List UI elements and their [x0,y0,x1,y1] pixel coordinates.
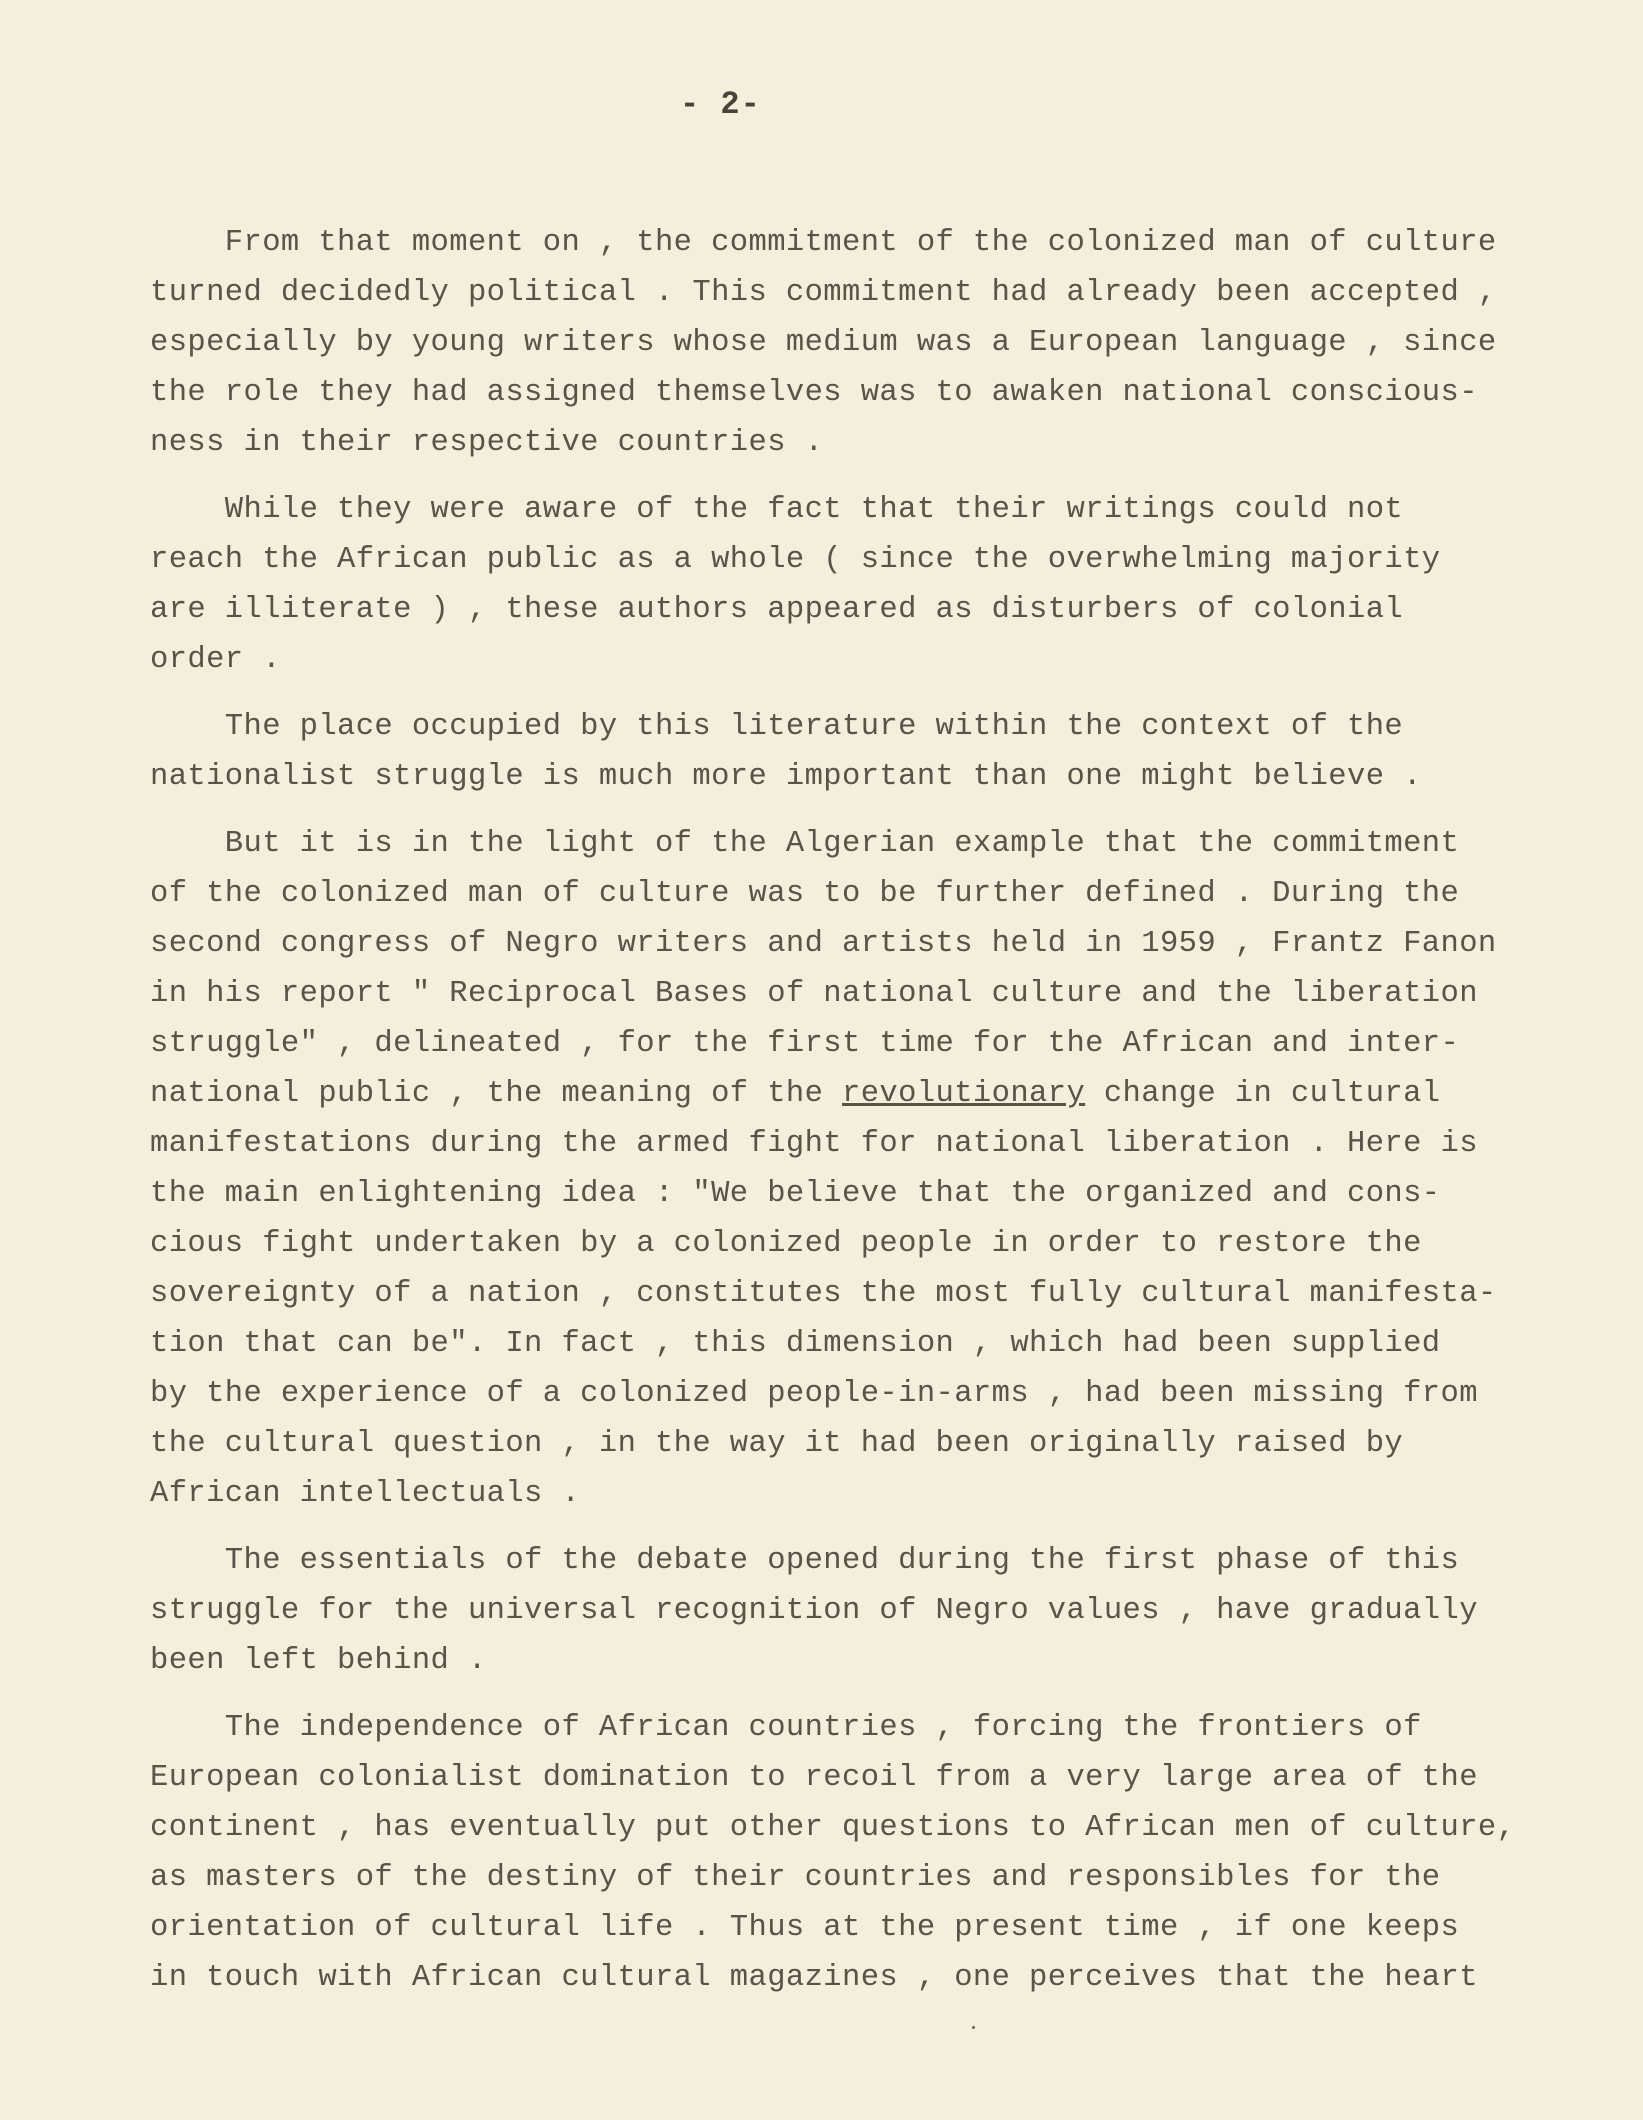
paragraph-african-public [150,485,1640,685]
text-line: as masters of the destiny of their countries and responsibles for the [150,1861,1441,1895]
text-line: struggle" , delineated , for the first time for the African and inter- [150,1027,1460,1061]
text-line: African intellectuals . [150,1477,581,1511]
paragraph-literature-place [150,702,1640,802]
text-line: European colonialist domination to recoil from a very large area of the [150,1761,1478,1795]
text-line-correction-colonized: by the experience of a colonized people-in-arms , had been missing from [150,1377,1478,1411]
text-line: From that moment on , the commitment of the colonized man of culture [150,226,1497,260]
text-line-correction-it: the cultural question , in the way it had been originally raised by [150,1427,1404,1461]
text-line: nationalist struggle is much more important than one might believe . [150,760,1422,794]
underlined-word-revolutionary: revolutionary [842,1077,1086,1111]
text-line: But it is in the light of the Algerian example that the commitment [150,827,1460,861]
text-line: the role they had assigned themselves was to awaken national conscious- [150,376,1478,410]
text-line: While they were aware of the fact that their writings could not [150,493,1404,527]
text-line-revolutionary: national public , the meaning of the revolutionary change in cultural [150,1077,1441,1111]
text-line: in touch with African cultural magazines , one perceives that the heart [150,1961,1478,1995]
document-body [150,218,1640,2020]
text-line: tion that can be". In fact , this dimension , which had been supplied [150,1327,1441,1361]
text-line: turned decidedly political . This commitment had already been accepted , [150,276,1497,310]
text-line: in his report " Reciprocal Bases of national culture and the liberation [150,977,1478,1011]
paper-speck [972,2026,975,2029]
text-line: struggle for the universal recognition of Negro values , have gradually [150,1594,1478,1628]
paragraph-independence [150,1703,1640,2003]
text-line: manifestations during the armed fight for national liberation . Here is [150,1127,1478,1161]
paragraph-commitment-political [150,218,1640,468]
text-line: continent , has eventually put other questions to African men of culture, [150,1811,1516,1845]
page-number: - 2- [680,86,761,123]
text-line-correction-the: the main enlightening idea : "We believe that the organized and cons- [150,1177,1441,1211]
text-line: reach the African public as a whole ( since the overwhelming majority [150,543,1441,577]
text-line: The essentials of the debate opened during the first phase of this [150,1544,1460,1578]
text-line: especially by young writers whose medium was a European language , since [150,326,1497,360]
text-line: order . [150,643,281,677]
text-line: of the colonized man of culture was to be further defined . During the [150,877,1460,911]
text-line: are illiterate ) , these authors appeared as disturbers of colonial [150,593,1404,627]
text-line: The independence of African countries , forcing the frontiers of [150,1711,1422,1745]
text-line: orientation of cultural life . Thus at the present time , if one keeps [150,1911,1460,1945]
paragraph-essentials-debate [150,1536,1640,1686]
text-line: The place occupied by this literature within the context of the [150,710,1404,744]
paragraph-algerian-example [150,819,1640,1519]
text-line: second congress of Negro writers and artists held in 1959 , Frantz Fanon [150,927,1497,961]
text-line: been left behind . [150,1644,487,1678]
text-line: ness in their respective countries . [150,426,824,460]
text-line: cious fight undertaken by a colonized people in order to restore the [150,1227,1422,1261]
text-line: sovereignty of a nation , constitutes the most fully cultural manifesta- [150,1277,1497,1311]
